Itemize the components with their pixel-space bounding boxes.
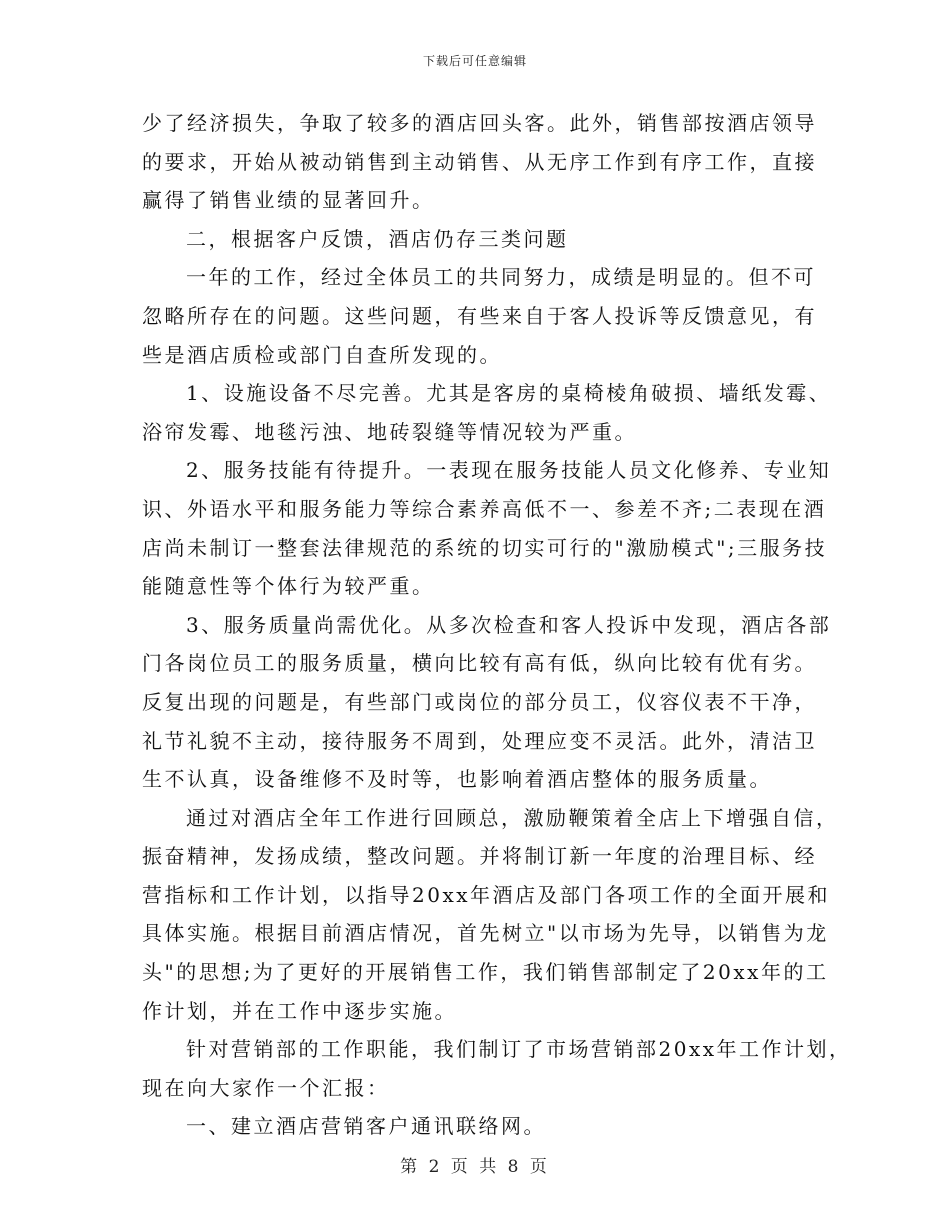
page-header: 下载后可任意编辑 (422, 54, 527, 68)
text-line: 反复出现的问题是，有些部门或岗位的部分员工，仪容仪表不干净， (142, 689, 817, 714)
text-line: 些是酒店质检或部门自查所发现的。 (142, 342, 502, 367)
text-line: 忽略所存在的问题。这些问题，有些来自于客人投诉等反馈意见，有 (142, 303, 817, 328)
text-line: 能随意性等个体行为较严重。 (142, 574, 435, 599)
text-line: 识、外语水平和服务能力等综合素养高低不一、参差不齐;二表现在酒 (142, 496, 827, 521)
paragraph-start: 针对营销部的工作职能，我们制订了市场营销部20xx年工作计划， (186, 1037, 852, 1062)
text-line: 礼节礼貌不主动，接待服务不周到，处理应变不灵活。此外，清洁卫 (142, 728, 817, 753)
text-line: 店尚未制订一整套法律规范的系统的切实可行的"激励模式";三服务技 (142, 535, 828, 560)
list-item-start: 3、服务质量尚需优化。从多次检查和客人投诉中发现，酒店各部 (186, 612, 832, 637)
text-line: 的要求，开始从被动销售到主动销售、从无序工作到有序工作，直接 (142, 149, 817, 174)
list-item-start: 2、服务技能有待提升。一表现在服务技能人员文化修养、专业知 (186, 458, 832, 483)
text-line: 作计划，并在工作中逐步实施。 (142, 998, 457, 1023)
text-line: 具体实施。根据目前酒店情况，首先树立"以市场为先导，以销售为龙 (142, 921, 829, 946)
text-line: 少了经济损失，争取了较多的酒店回头客。此外，销售部按酒店领导 (142, 111, 817, 135)
text-line: 营指标和工作计划，以指导20xx年酒店及部门各项工作的全面开展和 (142, 882, 831, 907)
text-line: 头"的思想;为了更好的开展销售工作，我们销售部制定了20xx年的工 (142, 960, 829, 985)
page-number: 第 2 页 共 8 页 (400, 1157, 550, 1177)
document-body (142, 104, 852, 1146)
text-line: 振奋精神，发扬成绩，整改问题。并将制订新一年度的治理目标、经 (142, 844, 817, 869)
section-heading: 二，根据客户反馈，酒店仍存三类问题 (186, 226, 569, 251)
section-heading: 一、建立酒店营销客户通讯联络网。 (186, 1114, 546, 1139)
text-line: 生不认真，设备维修不及时等，也影响着酒店整体的服务质量。 (142, 767, 772, 792)
text-line: 门各岗位员工的服务质量，横向比较有高有低，纵向比较有优有劣。 (142, 651, 817, 676)
paragraph-start: 一年的工作，经过全体员工的共同努力，成绩是明显的。但不可 (186, 265, 816, 290)
text-line: 赢得了销售业绩的显著回升。 (142, 188, 435, 213)
list-item-start: 1、设施设备不尽完善。尤其是客房的桌椅棱角破损、墙纸发霉、 (186, 381, 832, 406)
text-line: 现在向大家作一个汇报： (142, 1075, 390, 1100)
text-line: 浴帘发霉、地毯污浊、地砖裂缝等情况较为严重。 (142, 419, 637, 444)
paragraph-start: 通过对酒店全年工作进行回顾总，激励鞭策着全店上下增强自信， (186, 805, 839, 830)
